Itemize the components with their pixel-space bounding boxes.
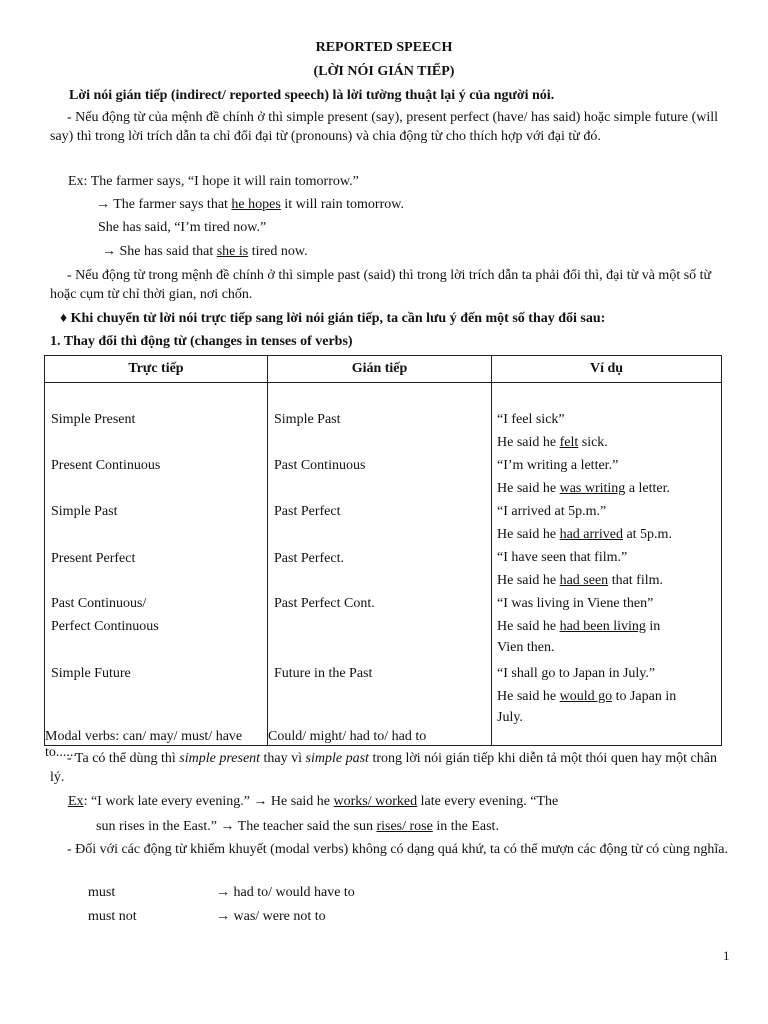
direct-tense: to...... bbox=[45, 745, 77, 760]
table-header-row bbox=[45, 356, 722, 383]
example-line: “I arrived at 5p.m.” bbox=[497, 504, 607, 519]
document-subtitle: (LỜI NÓI GIÁN TIẾP) bbox=[313, 64, 455, 79]
modal-verb: must bbox=[88, 885, 116, 900]
change-note: ♦ Khi chuyển từ lời nói trực tiếp sang lời nói gián tiếp, ta cần lưu ý đến một số thay đổi sau: bbox=[60, 311, 606, 326]
page-number: 1 bbox=[723, 948, 730, 963]
example-line: He said he had been living in bbox=[497, 619, 661, 634]
example-1-line-2: → The farmer says that he hopes it will rain tomorrow. bbox=[96, 197, 404, 212]
rule-4: - Đối với các động từ khiếm khuyết (modal verbs) không có dạng quá khứ, ta có thể mượn các động từ có cùng nghĩa. bbox=[67, 842, 728, 857]
direct-tense: Simple Present bbox=[51, 412, 136, 427]
indirect-column bbox=[268, 383, 492, 746]
indirect-tense: Past Perfect. bbox=[274, 551, 344, 566]
example-line: He said he had seen that film. bbox=[497, 573, 664, 588]
example-line: He said he had arrived at 5p.m. bbox=[497, 527, 672, 542]
indirect-tense: Past Perfect Cont. bbox=[274, 596, 375, 611]
indirect-tense: Past Perfect bbox=[274, 504, 341, 519]
document-title: REPORTED SPEECH bbox=[315, 40, 453, 55]
direct-tense: Modal verbs: can/ may/ must/ have bbox=[45, 729, 243, 744]
indirect-tense: Could/ might/ had to/ had to bbox=[268, 729, 427, 744]
table-header-direct: Trực tiếp bbox=[45, 356, 268, 383]
example-line: He said he felt sick. bbox=[497, 435, 608, 450]
definition: Lời nói gián tiếp (indirect/ reported speech) là lời tường thuật lại ý của người nói. bbox=[69, 88, 555, 103]
direct-tense: Past Continuous/ bbox=[51, 596, 147, 611]
example-2-line-1: Ex: “I work late every evening.” → He said he works/ worked late every evening. “The bbox=[68, 794, 559, 809]
example-1-line-1: Ex: The farmer says, “I hope it will rain tomorrow.” bbox=[68, 174, 359, 189]
modal-replacement: → had to/ would have to bbox=[216, 885, 355, 900]
indirect-tense: Future in the Past bbox=[274, 666, 373, 681]
section-1-heading: 1. Thay đổi thì động từ (changes in tenses of verbs) bbox=[50, 334, 353, 349]
example-line: “I have seen that film.” bbox=[497, 550, 628, 565]
example-line: “I’m writing a letter.” bbox=[497, 458, 619, 473]
direct-column bbox=[45, 383, 268, 760]
example-line: Vien then. bbox=[497, 640, 555, 655]
table-header-indirect: Gián tiếp bbox=[268, 356, 492, 383]
example-line: He said he would go to Japan in bbox=[497, 689, 677, 704]
example-line: “I shall go to Japan in July.” bbox=[497, 666, 656, 681]
example-2-line-2: sun rises in the East.” → The teacher said the sun rises/ rose in the East. bbox=[96, 819, 499, 834]
example-line: “I feel sick” bbox=[497, 412, 565, 427]
table-header-example: Ví dụ bbox=[492, 356, 722, 383]
example-1-line-4: → She has said that she is tired now. bbox=[102, 244, 308, 259]
modal-replacement: → was/ were not to bbox=[216, 909, 326, 924]
rule-1: - Nếu động từ của mệnh đề chính ở thì simple present (say), present perfect (have/ has said) hoặc simple future (will say) thì trong lời trích dẫn ta chỉ đổi đại từ (pronouns) và chia động từ cho thích hợp với đại từ đó. bbox=[50, 110, 719, 144]
example-1-line-3: She has said, “I’m tired now.” bbox=[98, 220, 267, 235]
indirect-tense: Simple Past bbox=[274, 412, 341, 427]
direct-tense: Present Continuous bbox=[51, 458, 161, 473]
example-line: July. bbox=[497, 710, 523, 725]
direct-tense: Perfect Continuous bbox=[51, 619, 159, 634]
tense-change-table bbox=[44, 355, 722, 760]
modal-verb: must not bbox=[88, 909, 137, 924]
indirect-tense: Past Continuous bbox=[274, 458, 366, 473]
direct-tense: Present Perfect bbox=[51, 551, 136, 566]
rule-3: - Ta có thể dùng thì simple present thay vì simple past trong lời nói gián tiếp khi diễn tả một thói quen hay một chân lý. bbox=[50, 751, 717, 785]
direct-tense: Simple Future bbox=[51, 666, 131, 681]
direct-tense: Simple Past bbox=[51, 504, 118, 519]
rule-2: - Nếu động từ trong mệnh đề chính ở thì simple past (said) thì trong lời trích dẫn ta phải đổi thì, đại từ và một số từ hoặc cụm từ chỉ thời gian, nơi chốn. bbox=[50, 268, 712, 302]
table-row bbox=[45, 383, 722, 746]
example-line: He said he was writing a letter. bbox=[497, 481, 671, 496]
example-column bbox=[492, 383, 722, 746]
example-line: “I was living in Viene then” bbox=[497, 596, 654, 611]
